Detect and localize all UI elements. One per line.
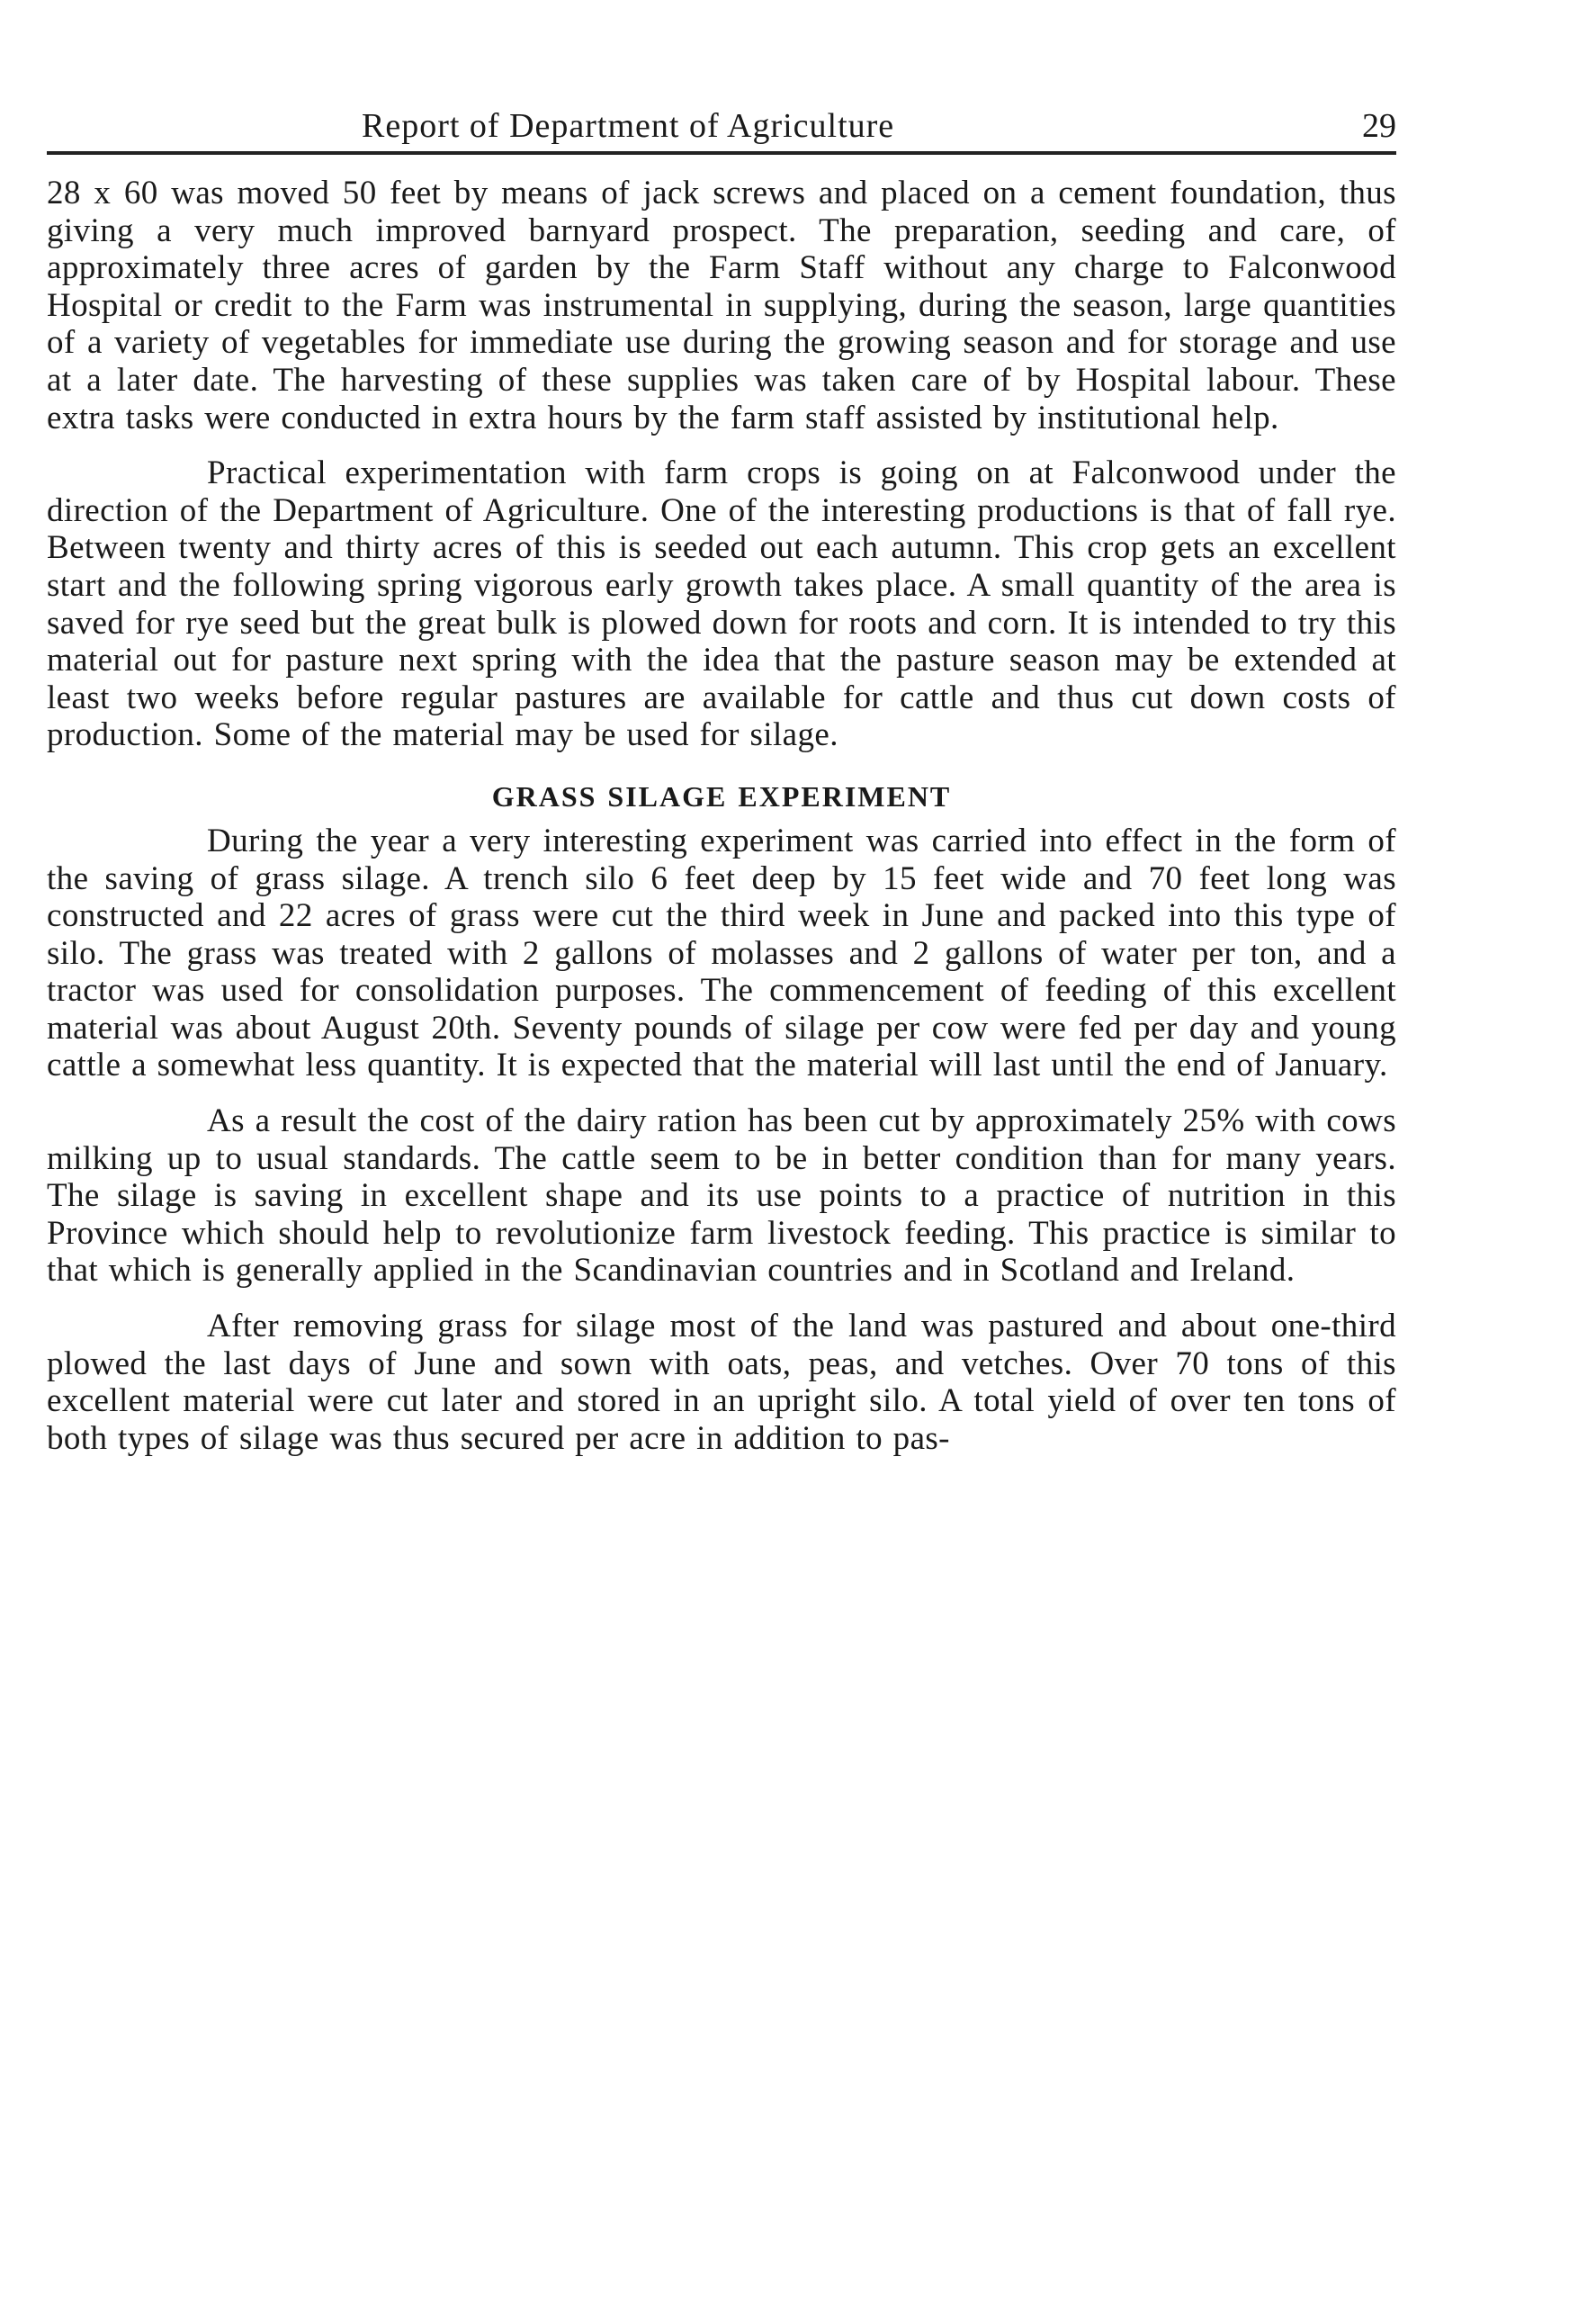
paragraph-trench-silo: During the year a very interesting experiment was carried into effect in the form of the saving of grass silage. A trench silo 6 feet deep by 15 feet wide and 70 feet long was constructed and 22 acres of grass were cut the third week in June and packed into this type of silo. The grass was treated with 2 gallons of molasses and 2 gallons of water per ton, and a tractor was used for consolidation purposes. The commencement of feeding of this excellent material was about August 20th. Seventy pounds of silage per cow were fed per day and young cattle a somewhat less quantity. It is expected that the material will last until the end of January.	[47, 822, 1396, 1084]
body-text	[47, 175, 1396, 1457]
section-heading: GRASS SILAGE EXPERIMENT	[491, 779, 952, 813]
running-header	[47, 99, 1396, 155]
running-title: Report of Department of Agriculture	[362, 107, 895, 145]
paragraph-oats-peas-vetches: After removing grass for silage most of the land was pastured and about one-third plowed the last days of June and sown with oats, peas, and vetches. Over 70 tons of this excellent material were cut later and stored in an upright silo. A total yield of over ten tons of both types of silage was thus secured per acre in addition to pas-	[47, 1308, 1396, 1457]
paragraph-dairy-ration: As a result the cost of the dairy ration has been cut by approximately 25% with cows milking up to usual standards. The cattle seem to be in better condition than for many years. The silage is saving in excellent shape and its use points to a practice of nutrition in this Province which should help to revolutionize farm livestock feeding. This practice is similar to that which is generally applied in the Scandinavian countries and in Scotland and Ireland.	[47, 1102, 1396, 1290]
document-page	[47, 99, 1396, 1457]
paragraph-fall-rye: Practical experimentation with farm crops is going on at Falconwood under the direction of the Department of Agriculture. One of the interesting productions is that of fall rye. Between twenty and thirty acres of this is seeded out each autumn. This crop gets an excellent start and the following spring vigorous early growth takes place. A small quantity of the area is saved for rye seed but the great bulk is plowed down for roots and corn. It is intended to try this material out for pasture next spring with the idea that the pasture season may be extended at least two weeks before regular pastures are available for cattle and thus cut down costs of production. Some of the material may be used for silage.	[47, 454, 1396, 754]
page-number: 29	[1362, 107, 1396, 145]
paragraph-barnyard: 28 x 60 was moved 50 feet by means of jack screws and placed on a cement foundation, thus giving a very much improved barnyard prospect. The preparation, seeding and care, of approximately three acres of garden by the Farm Staff without any charge to Falconwood Hospital or credit to the Farm was instrumental in supplying, during the season, large quantities of a variety of vegetables for immediate use during the growing season and for storage and use at a later date. The harvesting of these supplies was taken care of by Hospital labour. These extra tasks were conducted in extra hours by the farm staff assisted by institutional help.	[47, 175, 1396, 436]
